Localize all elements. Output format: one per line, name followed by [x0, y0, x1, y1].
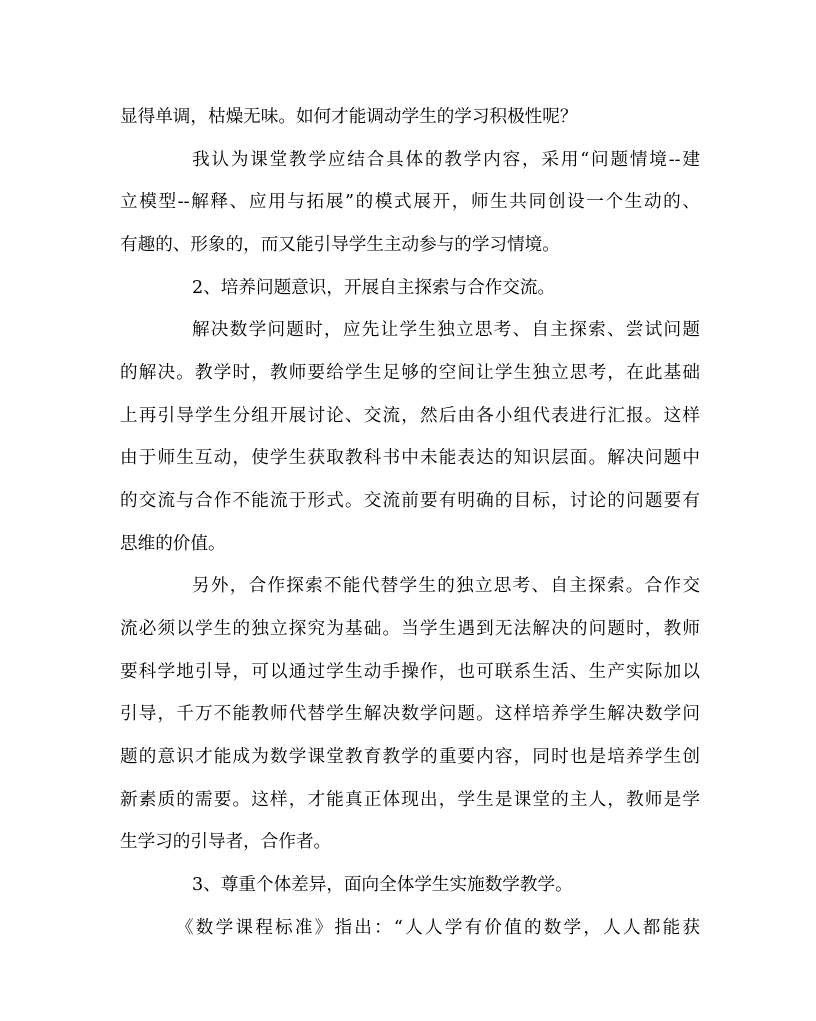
- text-line-6: 解决数学问题时，应先让学生独立思考、自主探索、尝试问题: [192, 320, 700, 340]
- text-line-8: 上再引导学生分组开展讨论、交流，然后由各小组代表进行汇报。这样: [120, 406, 700, 426]
- text-line-18: 生学习的引导者，合作者。: [120, 832, 332, 852]
- text-line-7: 的解决。教学时，教师要给学生足够的空间让学生独立思考，在此基础: [120, 363, 700, 383]
- section-heading-3: 3、尊重个体差异，面向全体学生实施数学教学。: [192, 875, 573, 895]
- text-line-9: 由于师生互动，使学生获取教科书中未能表达的知识层面。解决问题中: [120, 448, 700, 468]
- section-heading-2: 2、培养问题意识，开展自主探索与合作交流。: [192, 278, 556, 298]
- text-line-14: 要科学地引导，可以通过学生动手操作，也可联系生活、生产实际加以: [120, 662, 700, 682]
- text-line-1: 显得单调，枯燥无味。如何才能调动学生的学习积极性呢？: [120, 107, 578, 127]
- text-line-10: 的交流与合作不能流于形式。交流前要有明确的目标，讨论的问题要有: [120, 491, 700, 511]
- text-line-16: 题的意识才能成为数学课堂教育教学的重要内容，同时也是培养学生创: [120, 747, 700, 767]
- text-line-3: 立模型--解释、应用与拓展”的模式展开，师生共同创设一个生动的、: [120, 192, 700, 212]
- text-line-20: 《数学课程标准》指出：“人人学有价值的数学，人人都能获: [176, 918, 700, 938]
- text-line-15: 引导，千万不能教师代替学生解决数学问题。这样培养学生解决数学问: [120, 704, 700, 724]
- text-line-2: 我认为课堂教学应结合具体的教学内容，采用“问题情境--建: [192, 150, 700, 170]
- text-line-13: 流必须以学生的独立探究为基础。当学生遇到无法解决的问题时，教师: [120, 619, 700, 639]
- text-line-17: 新素质的需要。这样，才能真正体现出，学生是课堂的主人，教师是学: [120, 790, 700, 810]
- text-line-4: 有趣的、形象的，而又能引导学生主动参与的学习情境。: [120, 235, 560, 255]
- text-line-11: 思维的价值。: [120, 534, 226, 554]
- text-line-12: 另外，合作探索不能代替学生的独立思考、自主探索。合作交: [192, 576, 700, 596]
